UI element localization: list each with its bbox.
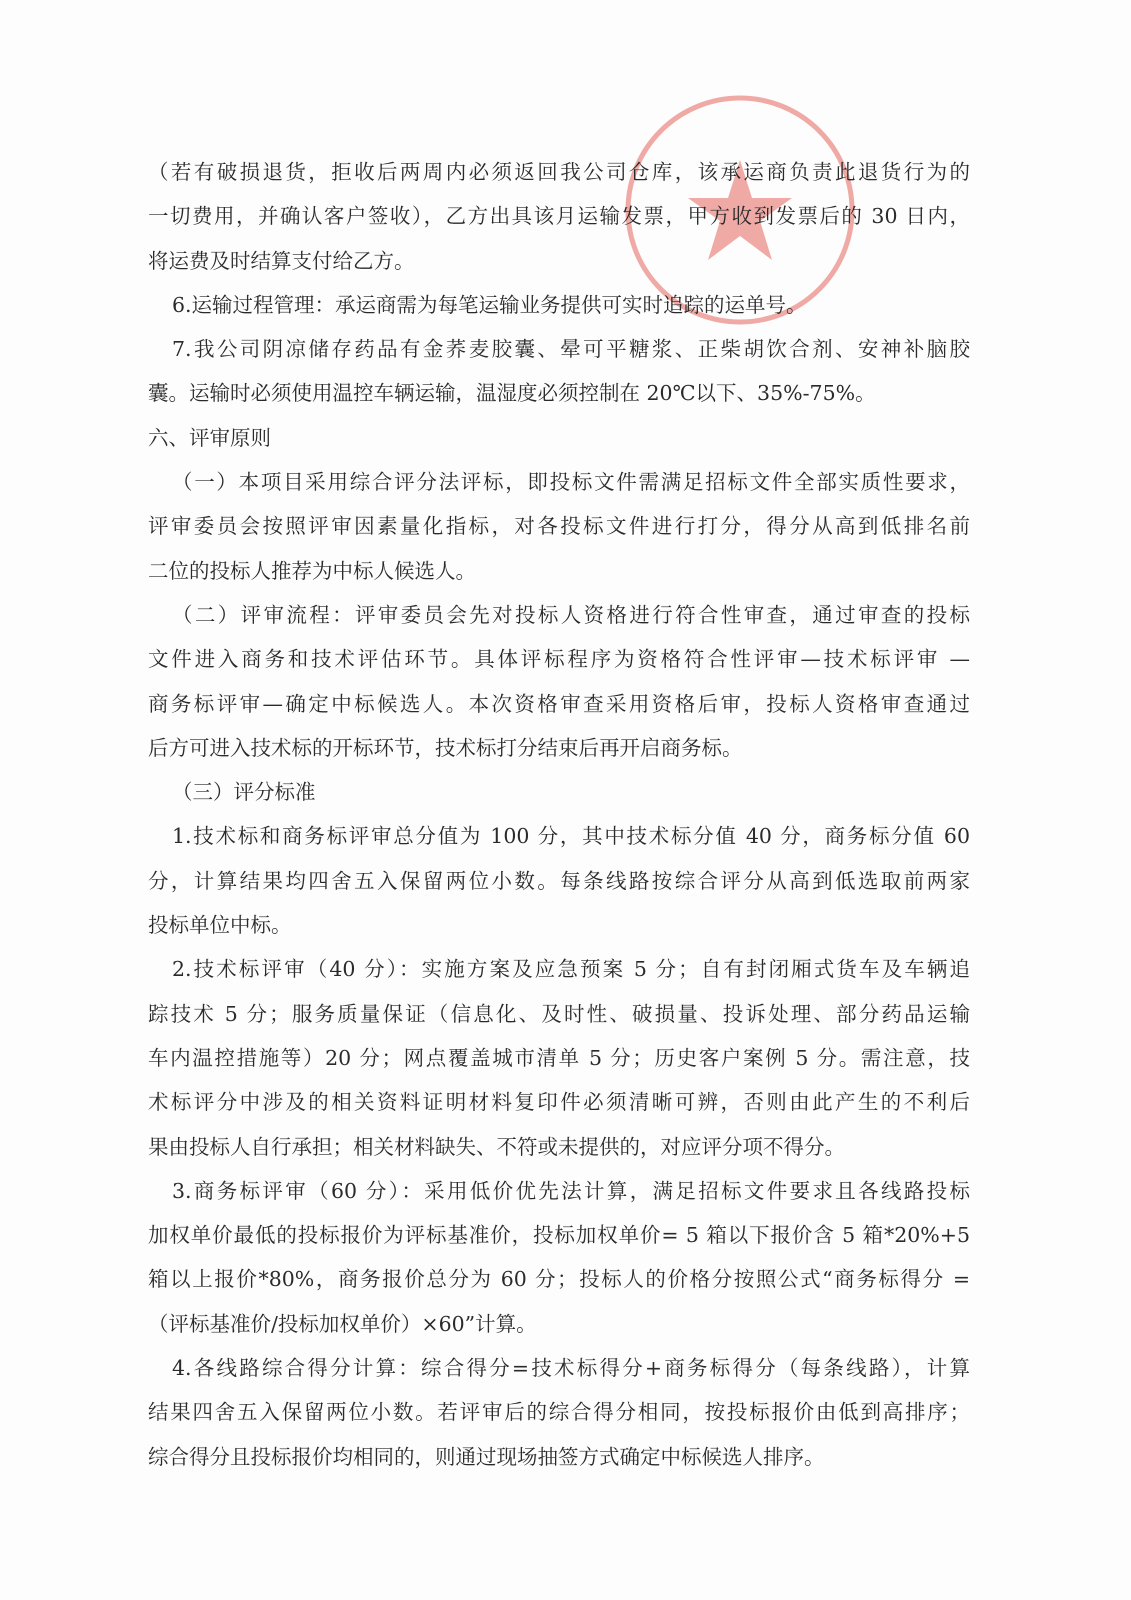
text-line: 7.我公司阴凉储存药品有金荞麦胶囊、晕可平糖浆、正柴胡饮合剂、安神补脑胶 bbox=[172, 337, 970, 362]
text-line: 商务标评审—确定中标候选人。本次资格审查采用资格后审，投标人资格审查通过 bbox=[148, 691, 970, 716]
text-line: 3.商务标评审（60 分）：采用低价优先法计算，满足招标文件要求且各线路投标 bbox=[172, 1178, 970, 1203]
text-line: 术标评分中涉及的相关资料证明材料复印件必须清晰可辨，否则由此产生的不利后 bbox=[148, 1090, 970, 1115]
text-line: 果由投标人自行承担；相关材料缺失、不符或未提供的，对应评分项不得分。 bbox=[148, 1134, 845, 1159]
text-line: 将运费及时结算支付给乙方。 bbox=[148, 248, 415, 273]
text-line: 评审委员会按照评审因素量化指标，对各投标文件进行打分，得分从高到低排名前 bbox=[148, 514, 970, 539]
text-line: 6.运输过程管理：承运商需为每笔运输业务提供可实时追踪的运单号。 bbox=[172, 292, 807, 317]
text-line: 综合得分且投标报价均相同的，则通过现场抽签方式确定中标候选人排序。 bbox=[148, 1444, 825, 1469]
text-line: 投标单位中标。 bbox=[148, 913, 292, 938]
text-line: 囊。运输时必须使用温控车辆运输，温湿度必须控制在 20℃以下、35%-75%。 bbox=[148, 381, 876, 406]
text-line: 文件进入商务和技术评估环节。具体评标程序为资格符合性评审—技术标评审 — bbox=[148, 647, 970, 672]
subsection-heading: （三）评分标准 bbox=[172, 780, 316, 805]
text-line: 箱以上报价*80%，商务报价总分为 60 分；投标人的价格分按照公式“商务标得分 = bbox=[148, 1267, 970, 1292]
text-line: 车内温控措施等）20 分；网点覆盖城市清单 5 分；历史客户案例 5 分。需注意，技 bbox=[148, 1045, 970, 1070]
text-line: 一切费用，并确认客户签收），乙方出具该月运输发票，甲方收到发票后的 30 日内， bbox=[148, 204, 970, 229]
text-line: 4.各线路综合得分计算：综合得分=技术标得分+商务标得分（每条线路），计算 bbox=[172, 1356, 970, 1381]
text-line: （二）评审流程：评审委员会先对投标人资格进行符合性审查，通过审查的投标 bbox=[172, 602, 970, 627]
text-line: 加权单价最低的投标报价为评标基准价，投标加权单价= 5 箱以下报价含 5 箱*20%+5 bbox=[148, 1223, 970, 1248]
text-line: （评标基准价/投标加权单价）×60”计算。 bbox=[148, 1311, 537, 1336]
section-heading: 六、评审原则 bbox=[148, 425, 271, 450]
text-line: （若有破损退货，拒收后两周内必须返回我公司仓库，该承运商负责此退货行为的 bbox=[148, 160, 970, 184]
text-line: 后方可进入技术标的开标环节，技术标打分结束后再开启商务标。 bbox=[148, 735, 743, 760]
text-line: 1.技术标和商务标评审总分值为 100 分，其中技术标分值 40 分，商务标分值 60 bbox=[172, 824, 970, 849]
text-line: 分，计算结果均四舍五入保留两位小数。每条线路按综合评分从高到低选取前两家 bbox=[148, 868, 970, 893]
text-line: 结果四舍五入保留两位小数。若评审后的综合得分相同，按投标报价由低到高排序； bbox=[148, 1400, 970, 1425]
text-line: 踪技术 5 分；服务质量保证（信息化、及时性、破损量、投诉处理、部分药品运输 bbox=[148, 1001, 970, 1026]
text-line: 2.技术标评审（40 分）：实施方案及应急预案 5 分；自有封闭厢式货车及车辆追 bbox=[172, 957, 970, 982]
text-line: 二位的投标人推荐为中标人候选人。 bbox=[148, 558, 476, 583]
text-line: （一）本项目采用综合评分法评标，即投标文件需满足招标文件全部实质性要求， bbox=[172, 470, 970, 495]
document-body bbox=[148, 150, 970, 1479]
